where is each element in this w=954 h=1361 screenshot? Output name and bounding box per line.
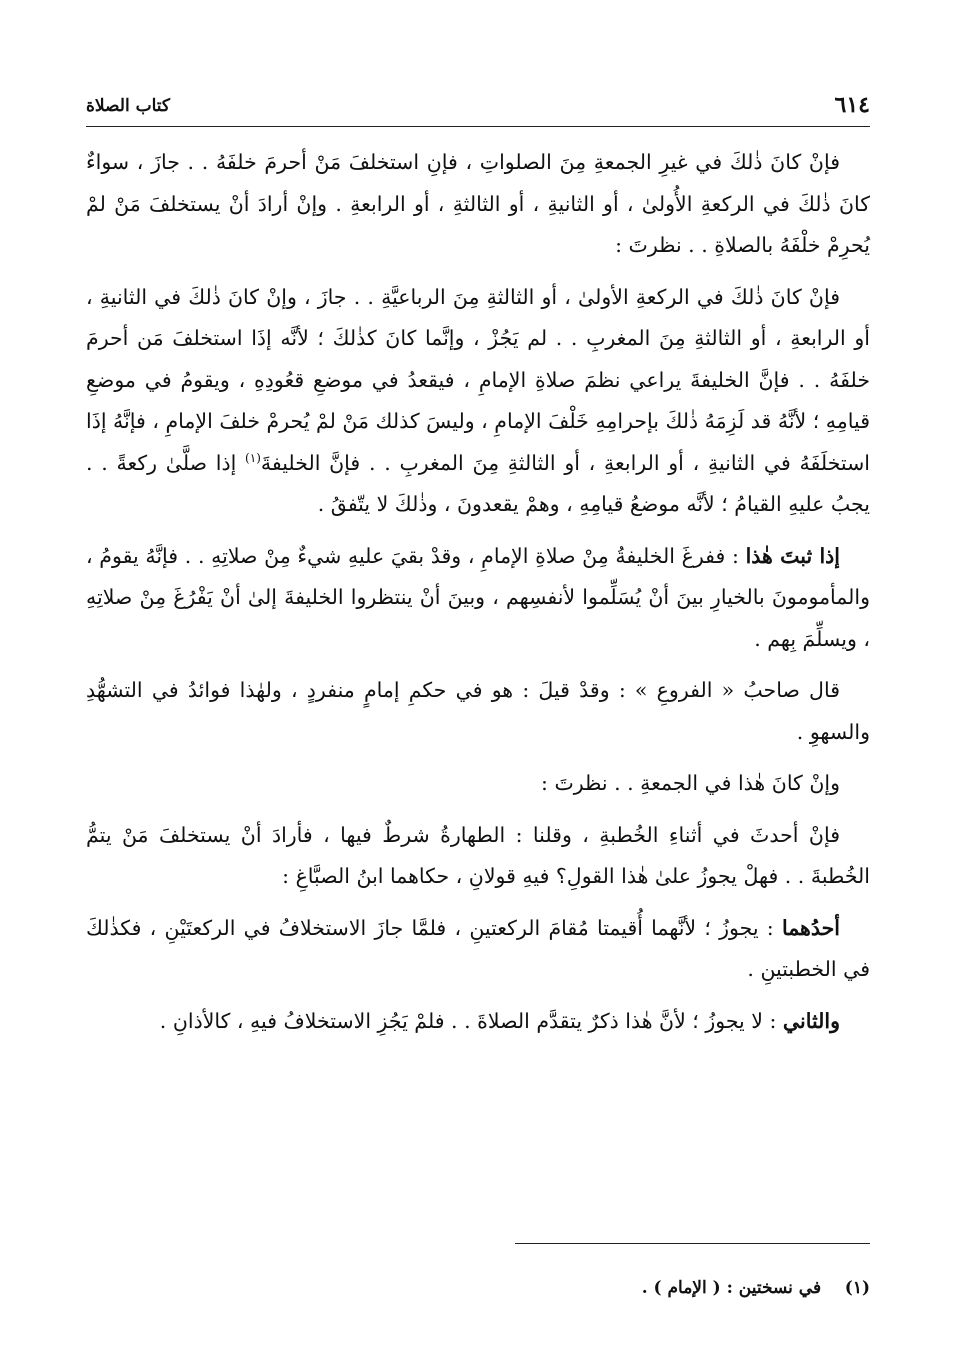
page-header: [86, 90, 870, 127]
paragraph-1: [86, 142, 870, 267]
paragraph-text: فإنْ أحدثَ في أثناءِ الخُطبةِ ، وقلنا : الطهارةُ شرطٌ فيها ، فأرادَ أنْ يستخلفَ مَنْ يتمُّ الخُطبةَ . . فهلْ يجوزُ علىٰ هٰذا القولِ؟ فيهِ قولانِ ، حكاهما ابنُ الصبَّاغِ :: [86, 822, 870, 888]
book-title: كتاب الصلاة: [86, 96, 171, 116]
paragraph-text: فإنْ كانَ ذٰلكَ في الركعةِ الأولىٰ ، أو الثالثةِ مِنَ الرباعيَّةِ . . جازَ ، وإنْ كانَ ذٰلكَ في الثانيةِ ، أو الرابعةِ ، أو الثالثةِ مِنَ المغربِ . . لم يَجُزْ ، وإنَّما كانَ كذٰلكَ ؛ لأنَّه إذَا استخلفَ مَن أحرمَ خلفَهُ . . فإنَّ الخليفةَ يراعي نظمَ صلاةِ الإمامِ ، فيقعدُ في موضعِ قعُودِهِ ، ويقومُ في موضعِ قيامِهِ ؛ لأنَّهُ قد لَزِمَهُ ذٰلكَ بإحرامِهِ خَلْفَ الإمامِ ، وليسَ كذلك مَنْ لمْ يُحرمْ خلفَ الإمامِ ، فإنَّهُ إذَا استخلَفَهُ في الثانيةِ ، أو الرابعةِ ، أو الثالثةِ مِنَ المغربِ . . فإنَّ الخليفةَ: [86, 284, 870, 475]
paragraph-lead: إذا ثبتَ هٰذا: [745, 543, 840, 568]
paragraph-text: وإنْ كانَ هٰذا في الجمعةِ . . نظرتَ :: [541, 771, 840, 795]
footnote-mark: (١): [844, 1278, 870, 1298]
page-number: ٦١٤: [834, 92, 870, 118]
paragraph-6: [86, 815, 870, 898]
paragraph-lead: أحدُهما: [781, 915, 840, 940]
paragraph-text: : لا يجوزُ ؛ لأنَّ هٰذا ذكرٌ يتقدَّم الصلاةَ . . فلمْ يَجُزِ الاستخلافُ فيهِ ، كالأذانِ .: [159, 1008, 783, 1033]
footnote-text: في نسختين : ( الإمام ) .: [641, 1278, 822, 1298]
paragraph-text: قال صاحبُ « الفروعِ » : وقدْ قيلَ : هو في حكمِ إمامٍ منفردٍ ، ولهٰذا فوائدُ في التشهُّدِ والسهوِ .: [86, 678, 870, 744]
footnote: [86, 1278, 870, 1298]
paragraph-3: [86, 536, 870, 661]
paragraph-text-continued: إذا صلَّىٰ ركعةً . . يجبُ عليهِ القيامُ ؛ لأنَّه موضعُ قيامِهِ ، وهمْ يقعدونَ ، وذٰلكَ لا يتّفقُ .: [86, 450, 870, 516]
paragraph-text: فإنْ كانَ ذٰلكَ في غيرِ الجمعةِ مِنَ الصلواتِ ، فإنِ استخلفَ مَنْ أحرمَ خلفَهُ . . جازَ ، سواءٌ كانَ ذٰلكَ في الركعةِ الأُولىٰ ، أو الثانيةِ ، أو الثالثةِ ، أو الرابعةِ . وإنْ أرادَ أنْ يستخلفَ مَنْ لمْ يُحرِمْ خلْفَهُ بالصلاةِ . . نظرتَ :: [86, 150, 871, 257]
paragraph-2: [86, 277, 870, 526]
paragraph-lead: والثاني: [782, 1008, 840, 1033]
footnote-reference: (١): [245, 450, 261, 465]
footnote-divider: [515, 1243, 870, 1244]
paragraph-5: [86, 763, 870, 805]
paragraph-8: [86, 1001, 870, 1043]
paragraph-text: : ففرغَ الخليفةُ مِنْ صلاةِ الإمامِ ، وقدْ بقيَ عليهِ شيءٌ مِنْ صلاتِهِ . . فإنَّهُ يقومُ ، والمأمومونَ بالخيارِ بينَ أنْ يُسَلِّموا لأنفسِهم ، وبينَ أنْ ينتظروا الخليفةَ إلىٰ أنْ يَفْرُغَ مِنْ صلاتِهِ ، ويسلِّمَ بِهم .: [86, 543, 870, 651]
paragraph-text: : يجوزُ ؛ لأنَّهما أُقيمتا مُقامَ الركعتينِ ، فلمَّا جازَ الاستخلافُ في الركعتَيْنِ ، فكذٰلكَ في الخطبتينِ .: [86, 915, 870, 981]
main-text: [86, 142, 870, 1052]
paragraph-4: [86, 670, 870, 753]
paragraph-7: [86, 908, 870, 991]
